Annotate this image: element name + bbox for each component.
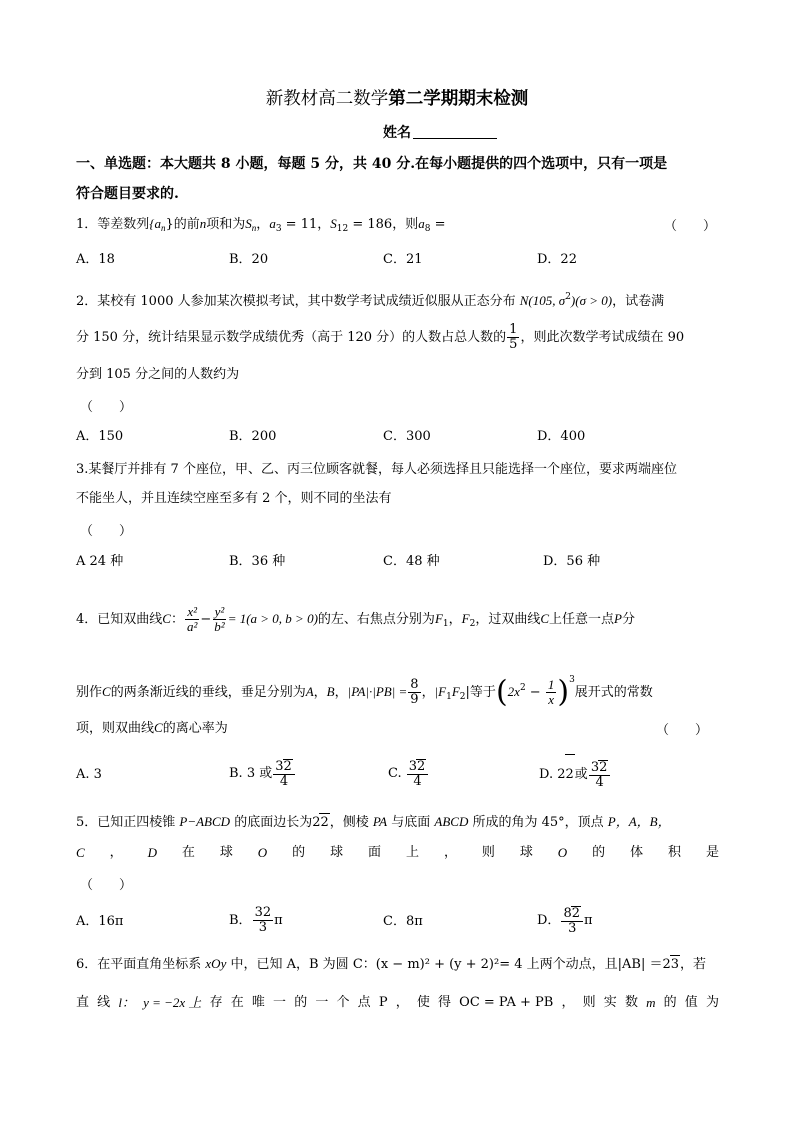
q3-option-d[interactable]: D．56 种 [543, 554, 601, 569]
fraction-8-9: $\frac{8}{9}$ [410, 677, 419, 707]
question-2-line3: 分到 105 分之间的人数约为 [76, 367, 240, 382]
question-3-line1: 3.某餐厅并排有 7 个座位，甲、乙、丙三位顾客就餐，每人必须选择且只能选择一个座位，要求两端座位 [76, 462, 677, 477]
question-5-line1: 5．已知正四棱锥 P−ABCD 的底面边长为22，侧棱 PA 与底面 ABCD 所成的角为 45°，顶点 P，A，B， [76, 814, 671, 830]
q2-option-c[interactable]: C．300 [383, 429, 431, 444]
q2-option-b[interactable]: B．200 [229, 429, 277, 444]
section-heading-line2: 符合题目要求的. [76, 186, 179, 202]
q2-option-a[interactable]: A．150 [76, 429, 124, 444]
q3-option-b[interactable]: B．36 种 [229, 554, 286, 569]
q5-option-b[interactable]: B． $\frac{32}{3}$ π [229, 905, 283, 935]
q4-option-a[interactable]: A. 3 [76, 767, 102, 782]
q1-option-c[interactable]: C．21 [383, 252, 423, 267]
q5-option-a[interactable]: A．16π [76, 914, 124, 929]
question-2-line2: 分 150 分，统计结果显示数学成绩优秀（高于 120 分）的人数占总人数的 $\frac{1}{5}$ ，则此次数学考试成绩在 90 [76, 322, 685, 352]
fraction-x2-a2: $\frac{\text{x²}}{\text{a²}}$ [186, 604, 198, 634]
q4-option-d[interactable]: D. 22或 $\frac{32}{4}$ [539, 754, 611, 795]
section-heading-line1: 一、单选题：本大题共 8 小题，每题 5 分，共 40 分.在每小题提供的四个选项中，只有一项是 [76, 156, 668, 172]
fraction-y2-b2: $\frac{\text{y²}}{\text{b²}}$ [214, 604, 225, 634]
q3-option-c[interactable]: C．48 种 [383, 554, 440, 569]
title-bold: 第二学期期末检测 [388, 89, 529, 109]
question-4-line3: 项，则双曲线C的离心率为 [76, 720, 228, 736]
page-title [0, 88, 794, 110]
q3-option-a[interactable]: A 24 种 [76, 554, 124, 569]
name-label: 姓名 [383, 125, 411, 141]
question-4-line2: 别作C的两条渐近线的垂线，垂足分别为A，B，|PA|·|PB| = $\frac{8}{9}$ ，$|F_1F_2|$等于($2x^2$ − $\frac{1}{x}$ )$^3$展开式的常数 [76, 674, 653, 710]
answer-paren-q5[interactable]: （ ） [80, 878, 133, 893]
name-blank[interactable] [413, 124, 497, 139]
fraction-one-fifth: $\frac{1}{5}$ [509, 322, 518, 352]
question-6-line1: 6．在平面直角坐标系 xOy 中，已知 A，B 为圆 C：(x − m)² + (y + 2)²= 4 上两个动点，且|AB| ＝23，若 [76, 956, 707, 972]
question-1: 1．等差数列$\{a_n\}$的前n项和为$S_n$，$a_3 = 11$，$S_{12} = 186$，则$a_8$ = [76, 216, 446, 234]
q4-option-b[interactable]: B. 3 或 $\frac{32}{4}$ [229, 754, 296, 794]
q2-option-d[interactable]: D．400 [537, 429, 586, 444]
question-4-line1: 4．已知双曲线C： $\frac{\text{x²}}{\text{a²}}$ − $\frac{\text{y²}}{\text{b²}}$ = 1(a > 0, b > 0)的左、右焦点分别为$F_1$，$F_2$，过双曲线C上任意一点P分 [76, 604, 635, 634]
question-6-line2: 直 线 l： y = −2x 上 存 在 唯 一 的 一 个 点 P ， 使 得 OC = PA + PB ， 则 实 数 m 的 值 为 [76, 995, 719, 1010]
answer-paren-q1[interactable]: （ ） [664, 219, 717, 234]
answer-paren-q4[interactable]: （ ） [656, 723, 709, 738]
question-3-line2: 不能坐人，并且连续空座至多有 2 个，则不同的坐法有 [76, 491, 392, 506]
answer-paren-q3[interactable]: （ ） [80, 524, 133, 539]
fraction-1-x: $\frac{1}{x}$ [547, 677, 555, 707]
q5-option-c[interactable]: C．8π [383, 914, 423, 929]
q4-option-c[interactable]: C. $\frac{32}{4}$ [388, 754, 429, 794]
question-2-line1: 2．某校有 1000 人参加某次模拟考试，其中数学考试成绩近似服从正态分布 N(105, $\sigma^2)(\sigma > 0)$，试卷满 [76, 292, 665, 309]
q5-option-d[interactable]: D． $\frac{82}{3}$ π [537, 905, 593, 936]
title-plain: 新教材高二数学 [265, 89, 389, 109]
q1-option-b[interactable]: B．20 [229, 252, 269, 267]
q1-option-d[interactable]: D．22 [537, 252, 577, 267]
question-5-line2: C ， D 在 球 O 的 球 面 上 ， 则 球 O 的 体 积 是 [76, 845, 719, 860]
answer-paren-q2[interactable]: （ ） [80, 400, 133, 415]
name-field [383, 122, 497, 142]
q1-option-a[interactable]: A．18 [76, 252, 115, 267]
